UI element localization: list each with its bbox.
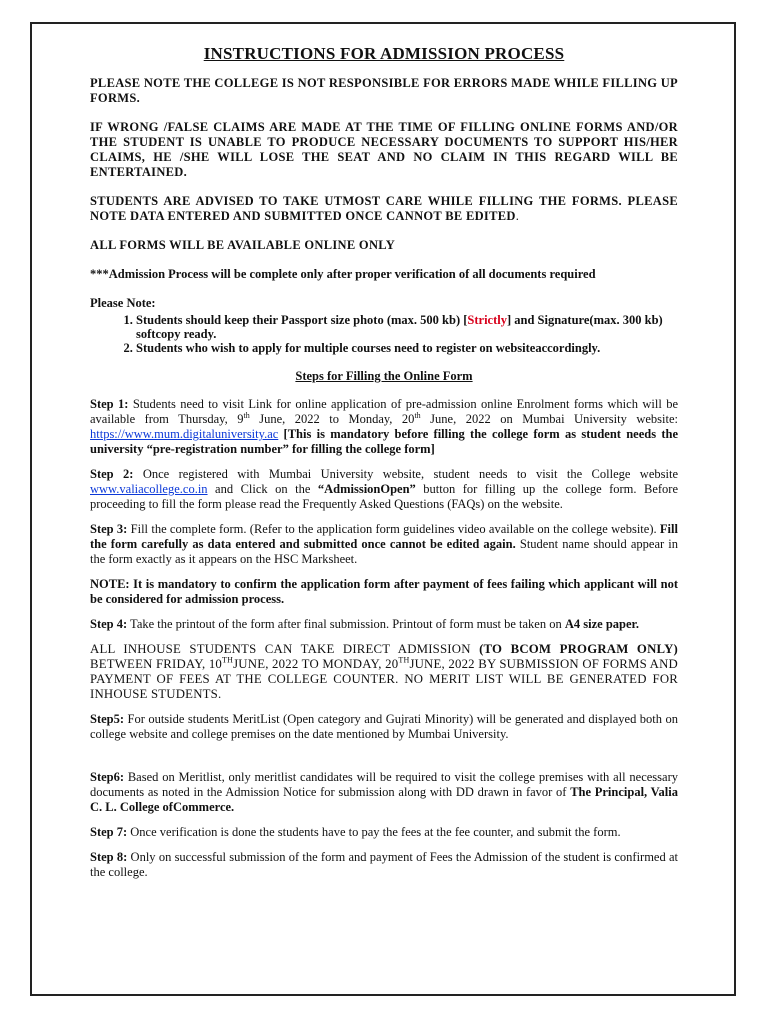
step-2 xyxy=(90,467,678,512)
page-title: INSTRUCTIONS FOR ADMISSION PROCESS xyxy=(203,44,565,63)
note2-text: Students who wish to apply for multiple courses need to register on websiteaccordingly. xyxy=(136,341,601,355)
confirm-note: NOTE: It is mandatory to confirm the application form after payment of fees failing which applicant will not be considered for admission process. xyxy=(90,577,678,606)
notice-care xyxy=(90,194,678,224)
inhouse-sup-a: TH xyxy=(222,655,234,665)
college-link[interactable]: www.valiacollege.co.in xyxy=(90,482,208,496)
step-1-text-b: June, 2022 to Monday, 20 xyxy=(249,412,415,426)
step-8 xyxy=(90,850,678,880)
notice-online-only: ALL FORMS WILL BE AVAILABLE ONLINE ONLY xyxy=(90,238,396,252)
notice-responsibility: PLEASE NOTE THE COLLEGE IS NOT RESPONSIBLE FOR ERRORS MADE WHILE FILLING UP FORMS. xyxy=(90,76,678,105)
note1-strictly: Strictly xyxy=(467,313,507,327)
step-7 xyxy=(90,825,678,840)
step-6-label: Step6: xyxy=(90,770,125,784)
step-1-sup-b: th xyxy=(414,410,421,420)
steps-title: Steps for Filling the Online Form xyxy=(295,369,473,383)
university-link[interactable]: https://www.mum.digitaluniversity.ac xyxy=(90,427,279,441)
inhouse-text-a: ALL INHOUSE STUDENTS CAN TAKE DIRECT ADMISSION xyxy=(90,642,480,656)
step-1-text-c: June, 2022 on Mumbai University website: xyxy=(420,412,678,426)
step-5 xyxy=(90,712,678,742)
step-6-text: Based on Meritlist, only meritlist candidates will be required to visit the college premises with all necessary documents as noted in the Admission Notice for submission along with DD drawn in favor of xyxy=(90,770,678,799)
notice-verification: ***Admission Process will be complete only after proper verification of all documents required xyxy=(90,267,596,281)
step-4 xyxy=(90,617,678,632)
step-3-label: Step 3: xyxy=(90,522,128,536)
step-4-label: Step 4: xyxy=(90,617,128,631)
step-5-text: For outside students MeritList (Open category and Gujrati Minority) will be generated and displayed both on college website and college premises on the date mentioned by Mumbai University. xyxy=(90,712,678,741)
note1-text-b: ] and Signature(max. 300 kb) softcopy ready. xyxy=(136,313,663,341)
notice-care-end: . xyxy=(515,209,519,223)
step-5-label: Step5: xyxy=(90,712,125,726)
note1-text-a: Students should keep their Passport size photo (max. 500 kb) [ xyxy=(136,313,468,327)
step-2-label: Step 2: xyxy=(90,467,134,481)
step-3-text-b: Student name should appear in the form exactly as it appears on the HSC Marksheet. xyxy=(90,537,678,566)
step-3-bold: Fill the form carefully as data entered and submitted once cannot be edited again. xyxy=(90,522,678,551)
step-2-text-b: and Click on the xyxy=(207,482,318,496)
step-2-text-a: Once registered with Mumbai University website, student needs to visit the College website xyxy=(133,467,678,481)
step-7-label: Step 7: xyxy=(90,825,128,839)
please-note-list xyxy=(90,313,678,355)
step-4-text-a: Take the printout of the form after final submission. Printout of form must be taken on xyxy=(127,617,565,631)
please-note-item xyxy=(136,341,678,355)
step-8-text: Only on successful submission of the form and payment of Fees the Admission of the student is confirmed at the college. xyxy=(90,850,679,879)
notice-care-text: STUDENTS ARE ADVISED TO TAKE UTMOST CARE WHILE FILLING THE FORMS. PLEASE NOTE DATA ENTERED AND SUBMITTED ONCE CANNOT BE EDITED xyxy=(90,194,678,223)
inhouse-sup-b: TH xyxy=(398,655,410,665)
inhouse-bold: (TO BCOM PROGRAM ONLY) xyxy=(479,642,678,656)
please-note-label: Please Note: xyxy=(90,296,156,310)
inhouse-text-c: JUNE, 2022 TO MONDAY, 20 xyxy=(233,657,399,671)
step-8-label: Step 8: xyxy=(90,850,128,864)
step-3-text-a: Fill the complete form. (Refer to the application form guidelines video available on the college website). xyxy=(127,522,660,536)
step-2-text-c: button for filling up the college form. Before proceeding to fill the form please read the Frequently Asked Questions (FAQs) on the website. xyxy=(90,482,678,511)
inhouse-notice xyxy=(90,642,678,702)
step-1-text-a: Students need to visit Link for online application of pre-admission online Enrolment forms which will be available from Thursday, 9 xyxy=(90,397,678,426)
step-4-bold: A4 size paper. xyxy=(564,617,640,631)
step-1 xyxy=(90,397,678,457)
notice-false-claims: IF WRONG /FALSE CLAIMS ARE MADE AT THE TIME OF FILLING ONLINE FORMS AND/OR THE STUDENT IS UNABLE TO PRODUCE NECESSARY DOCUMENTS TO SUPPORT HIS/HER CLAIMS, HE /SHE WILL LOSE THE SEAT AND NO CLAIM IN THIS REGARD WILL BE ENTERTAINED. xyxy=(90,120,678,179)
step-2-bold: “AdmissionOpen” xyxy=(317,482,416,496)
step-6 xyxy=(90,770,678,815)
inhouse-text-b: BETWEEN FRIDAY, 10 xyxy=(90,657,223,671)
step-7-text: Once verification is done the students have to pay the fees at the fee counter, and submit the form. xyxy=(127,825,621,839)
step-6-bold: The Principal, Valia C. L. College ofCommerce. xyxy=(90,785,678,814)
inhouse-text-d: JUNE, 2022 BY SUBMISSION OF FORMS AND PAYMENT OF FEES AT THE COLLEGE COUNTER. NO MERIT LIST WILL BE GENERATED FOR INHOUSE STUDENTS. xyxy=(90,657,678,701)
step-1-sup-a: th xyxy=(243,410,250,420)
please-note-item xyxy=(136,313,678,341)
step-1-bold: [This is mandatory before filling the college form as student needs the university “pre-registration number” for filling the college form] xyxy=(90,427,678,456)
document-content xyxy=(90,44,678,890)
step-3 xyxy=(90,522,678,567)
step-1-label: Step 1: xyxy=(90,397,129,411)
